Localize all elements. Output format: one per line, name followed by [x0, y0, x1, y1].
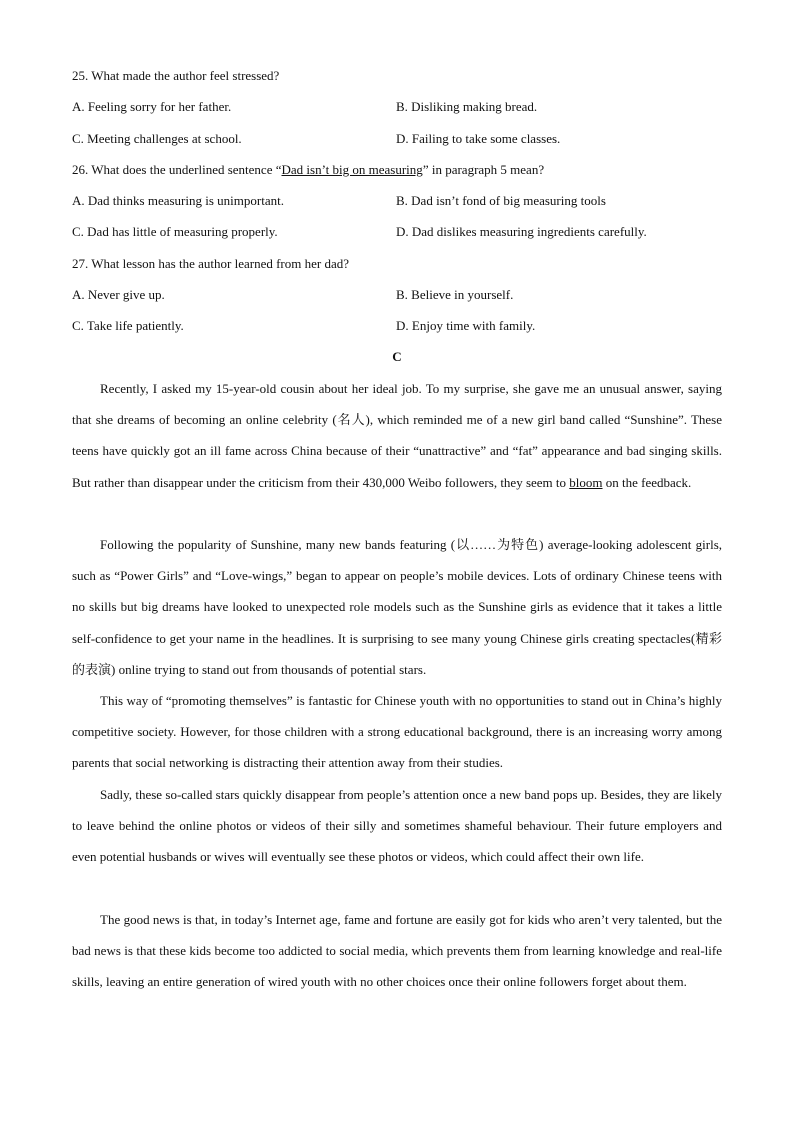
question-27-option-b: B. Believe in yourself.: [396, 287, 514, 302]
paragraph-1-underlined-word: bloom: [569, 474, 603, 490]
paragraph-2: [72, 529, 722, 685]
question-25-option-b: B. Disliking making bread.: [396, 99, 538, 114]
question-26-option-c: C. Dad has little of measuring properly.: [72, 224, 278, 239]
question-26-option-a: A. Dad thinks measuring is unimportant.: [72, 193, 284, 208]
question-26-option-b: B. Dad isn’t fond of big measuring tools: [396, 193, 606, 208]
paragraph-2-text: Following the popularity of Sunshine, many new bands featuring (以……为特色) average-looking adolescent girls, such as “Power Girls” and “Love-wings,” began to appear on people’s mobile devices. Lots of ordinary Chinese teens with no skills but big dreams have looked to unexpected role models such as the Sunshine girls as evidence that it takes a little self-confidence to get your name in the headlines. It is surprising to see many young Chinese girls creating spectacles(精彩的表演) online trying to stand out from thousands of potential stars.: [72, 537, 722, 677]
paragraph-3: [72, 685, 722, 779]
question-25-option-d: D. Failing to take some classes.: [396, 131, 561, 146]
question-26-stem: [72, 162, 544, 178]
question-26-option-d: D. Dad dislikes measuring ingredients carefully.: [396, 224, 647, 239]
paragraph-4: [72, 779, 722, 873]
question-25-option-c: C. Meeting challenges at school.: [72, 131, 242, 146]
paragraph-4-text: Sadly, these so-called stars quickly disappear from people’s attention once a new band pops up. Besides, they are likely to leave behind the online photos or videos of their silly and sometimes shameful behaviour. Their future employers and even potential husbands or wives will eventually see these photos or videos, which could affect their own life.: [72, 787, 722, 865]
question-25-option-a: A. Feeling sorry for her father.: [72, 99, 232, 114]
question-25-stem: 25. What made the author feel stressed?: [72, 68, 280, 83]
question-26-stem-after: ” in paragraph 5 mean?: [422, 162, 545, 177]
question-26-underlined-sentence: Dad isn’t big on measuring: [281, 162, 423, 177]
question-27-option-a: A. Never give up.: [72, 287, 165, 302]
question-27-stem: 27. What lesson has the author learned from her dad?: [72, 256, 349, 271]
paragraph-1-text-end: on the feedback.: [602, 474, 692, 490]
paragraph-5-text: The good news is that, in today’s Internet age, fame and fortune are easily got for kids who aren’t very talented, but the bad news is that these kids become too addicted to social media, which prevents them from learning knowledge and real-life skills, leaving an entire generation of wired youth with no other choices once their online followers forget about them.: [72, 912, 722, 990]
paragraph-5: [72, 904, 722, 998]
paragraph-3-text: This way of “promoting themselves” is fantastic for Chinese youth with no opportunities to stand out in China’s highly competitive society. However, for those children with a strong educational background, there is an increasing worry among parents that social networking is distracting their attention away from their studies.: [72, 693, 722, 771]
paragraph-1-text: Recently, I asked my 15-year-old cousin about her ideal job. To my surprise, she gave me an unusual answer, saying that she dreams of becoming an online celebrity (名人), which reminded me of a new girl band called “Sunshine”. These teens have quickly got an ill fame across China because of their “unattractive” and “fat” appearance and bad singing skills. But rather than disappear under the criticism from their 430,000 Weibo followers, they seem to: [72, 381, 722, 490]
question-26-stem-before: 26. What does the underlined sentence “: [72, 162, 282, 177]
section-heading: C: [392, 349, 402, 364]
paragraph-1: [72, 373, 722, 498]
question-27-option-d: D. Enjoy time with family.: [396, 318, 536, 333]
question-27-option-c: C. Take life patiently.: [72, 318, 184, 333]
